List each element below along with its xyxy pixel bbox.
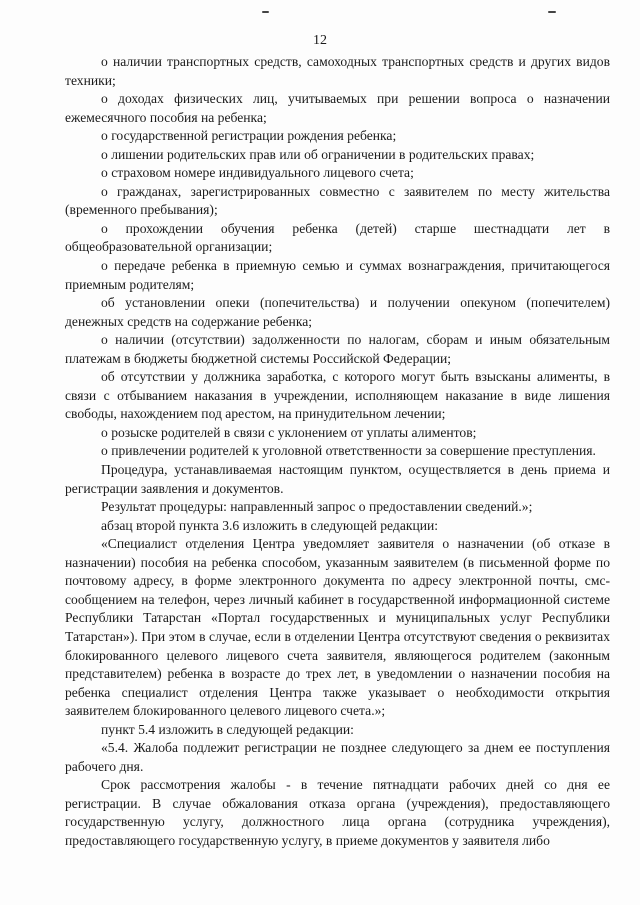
paragraph: о доходах физических лиц, учитываемых при решении вопроса о назначении ежемесячного пособия на ребенка; <box>65 91 610 125</box>
paragraph: о страховом номере индивидуального лицевого счета; <box>101 165 414 181</box>
paragraph: Процедура, устанавливаемая настоящим пунктом, осуществляется в день приема и регистрации заявления и документов. <box>65 462 610 496</box>
paragraph: о наличии (отсутствии) задолженности по налогам, сборам и иным обязательным платежам в бюджеты бюджетной системы Российской Федерации; <box>65 332 610 366</box>
paragraph: о гражданах, зарегистрированных совместно с заявителем по месту жительства (временного пребывания); <box>65 183 610 218</box>
paragraph: Результат процедуры: направленный запрос о предоставлении сведений.»; <box>101 499 533 515</box>
paragraph: Срок рассмотрения жалобы - в течение пятнадцати рабочих дней со дня ее регистрации. В случае обжалования отказа органа (учреждения), предоставляющего государственную услугу, должностного лица органа (сотрудника учреждения), предоставляющего государственную услугу, в приеме документов у заявителя либо <box>65 777 610 848</box>
paragraph: пункт 5.4 изложить в следующей редакции: <box>101 721 354 737</box>
paragraph: о передаче ребенка в приемную семью и суммах вознаграждения, причитающегося приемным родителям; <box>65 258 610 292</box>
paragraph: абзац второй пункта 3.6 изложить в следующей редакции: <box>101 517 439 533</box>
scan-speck <box>548 11 556 13</box>
paragraph: об установлении опеки (попечительства) и получении опекуном (попечителем) денежных средств на содержание ребенка; <box>65 295 610 329</box>
scan-speck <box>262 11 269 13</box>
paragraph: об отсутствии у должника заработка, с которого могут быть взысканы алименты, в связи с отбыванием наказания в учреждении, исполняющем наказание в виде лишения свободы, нахождением под арестом, на принудительном лечении; <box>65 369 610 422</box>
paragraph: «5.4. Жалоба подлежит регистрации не позднее следующего за днем ее поступления рабочего дня. <box>65 740 610 774</box>
paragraph: о лишении родительских прав или об ограничении в родительских правах; <box>101 146 535 162</box>
paragraph: о наличии транспортных средств, самоходных транспортных средств и других видов техники; <box>65 54 610 88</box>
paragraph: о государственной регистрации рождения ребенка; <box>101 128 397 144</box>
paragraph: о прохождении обучения ребенка (детей) старше шестнадцати лет в общеобразовательной организации; <box>65 220 610 255</box>
paragraph: о привлечении родителей к уголовной ответственности за совершение преступления. <box>101 443 596 459</box>
paragraph: о розыске родителей в связи с уклонением от уплаты алиментов; <box>101 424 477 440</box>
document-body <box>65 53 610 851</box>
page-number: 12 <box>313 33 327 48</box>
paragraph: «Специалист отделения Центра уведомляет заявителя о назначении (об отказе в назначении) пособия на ребенка способом, указанным заявителем (в письменной форме по почтовому адресу, в форме электронного документа по адресу электронной почты, смс-сообщением на телефон, через личный кабинет в государственной информационной системе Республики Татарстан «Портал государственных и муниципальных услуг Республики Татарстан»). При этом в случае, если в отделении Центра отсутствуют сведения о реквизитах блокированного целевого лицевого счета заявителя, являющегося родителем (законным представителем) ребенка в возрасте до трех лет, в уведомлении о назначении пособия на ребенка специалист отделения Центра также указывает о необходимости открытия заявителем блокированного целевого лицевого счета.»; <box>65 536 610 719</box>
